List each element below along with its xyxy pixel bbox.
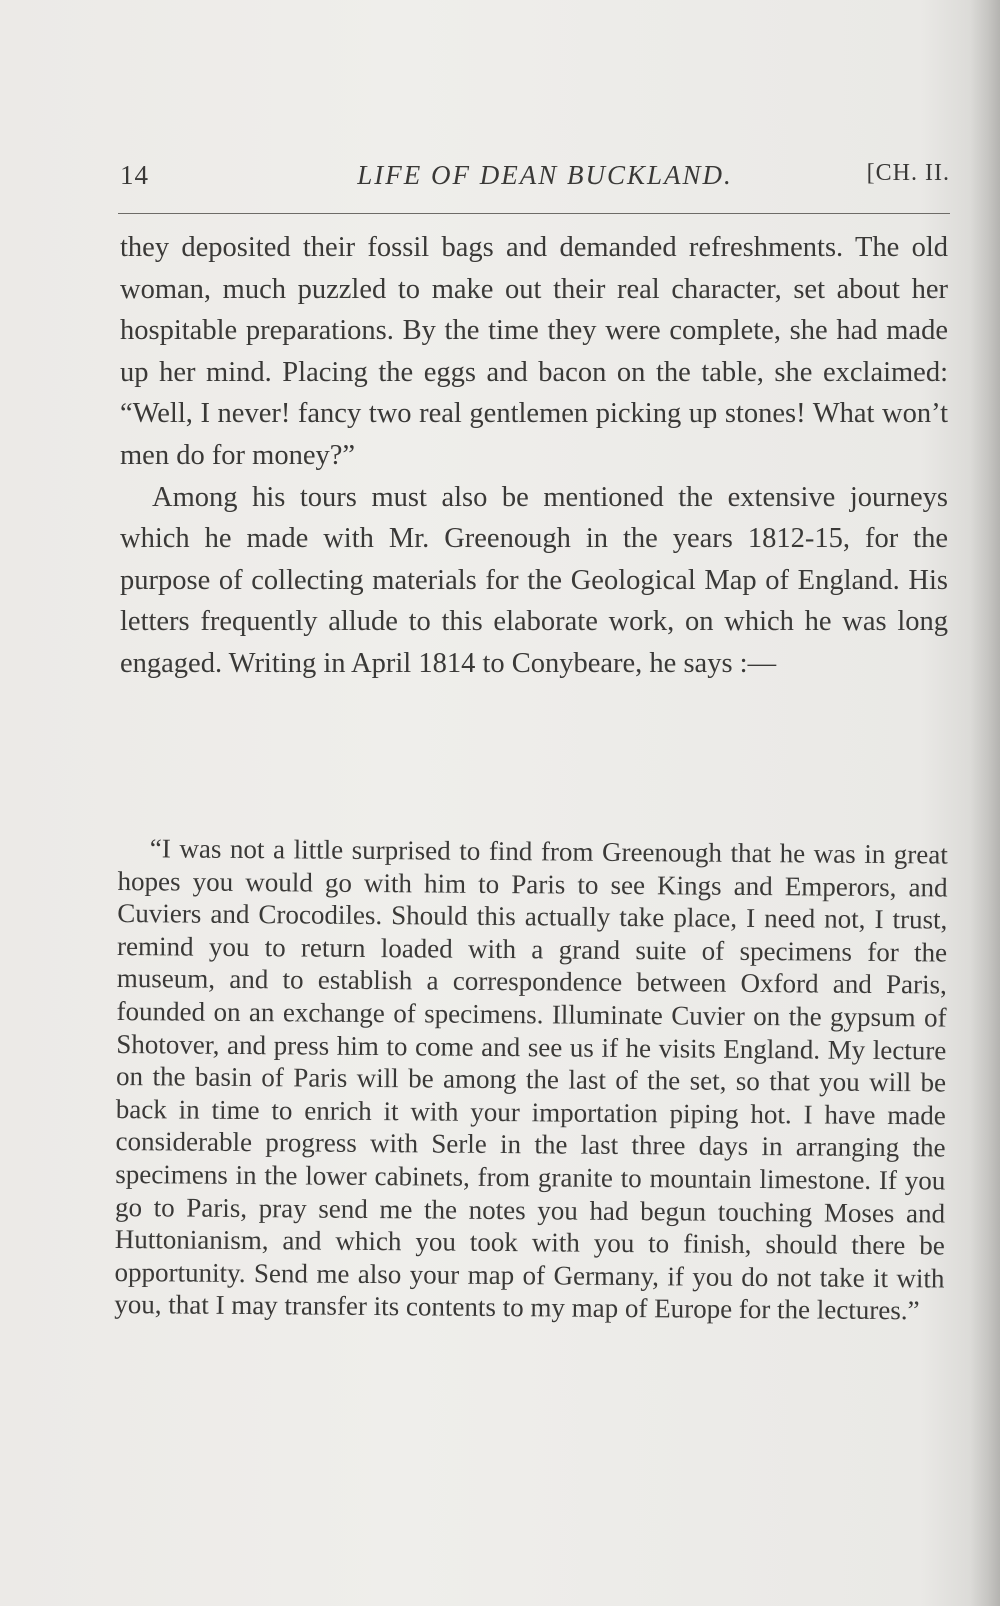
header-rule [118,213,950,214]
page-number: 14 [120,160,149,190]
page-edge-shadow [970,0,1000,1606]
page-header [120,160,950,196]
quoted-letter: “I was not a little surprised to find from Greenough that he was in great hopes you would go with him to Paris to see Kings and Emperors, and Cuviers and Crocodiles. Should this actually take place, I need not, I trust, remind you to return loaded with a grand suite of specimens for the museum, and to establish a correspondence between Oxford and Paris, founded on an exchange of specimens. Illuminate Cuvier on the gypsum of Shotover, and press him to come and see us if he visits England. My lecture on the basin of Paris will be among the last of the set, so that you will be back in time to enrich it with your importation piping hot. I have made considerable progress with Serle in the last three days in arranging the specimens in the lower cabinets, from granite to mountain limestone. If you go to Paris, pray send me the notes you had begun touching Moses and Huttonianism, and which you took with you to finish, should there be opportunity. Send me also your map of Germany, if you do not take it with you, that I may transfer its contents to my map of Europe for the lectures.” [114,833,948,1326]
chapter-reference: [CH. II. [866,160,950,186]
paragraph-continued: they deposited their fossil bags and demanded refreshments. The old woman, much puzzled to make out their real character, set about her hospitable preparations. By the time they were complete, she had made up her mind. Placing the eggs and bacon on the table, she exclaimed: “Well, I never! fancy two real gentlemen picking up stones! What won’t men do for money?” [120,232,948,471]
paragraph-tours: Among his tours must also be mentioned the extensive journeys which he made with Mr. Greenough in the years 1812-15, for the purpose of collecting materials for the Geological Map of England. His letters frequently allude to this elaborate work, on which he was long engaged. Writing in April 1814 to Conybeare, he says :— [120,481,948,679]
body-text [120,227,948,685]
running-title: LIFE OF DEAN BUCKLAND. [357,160,733,190]
